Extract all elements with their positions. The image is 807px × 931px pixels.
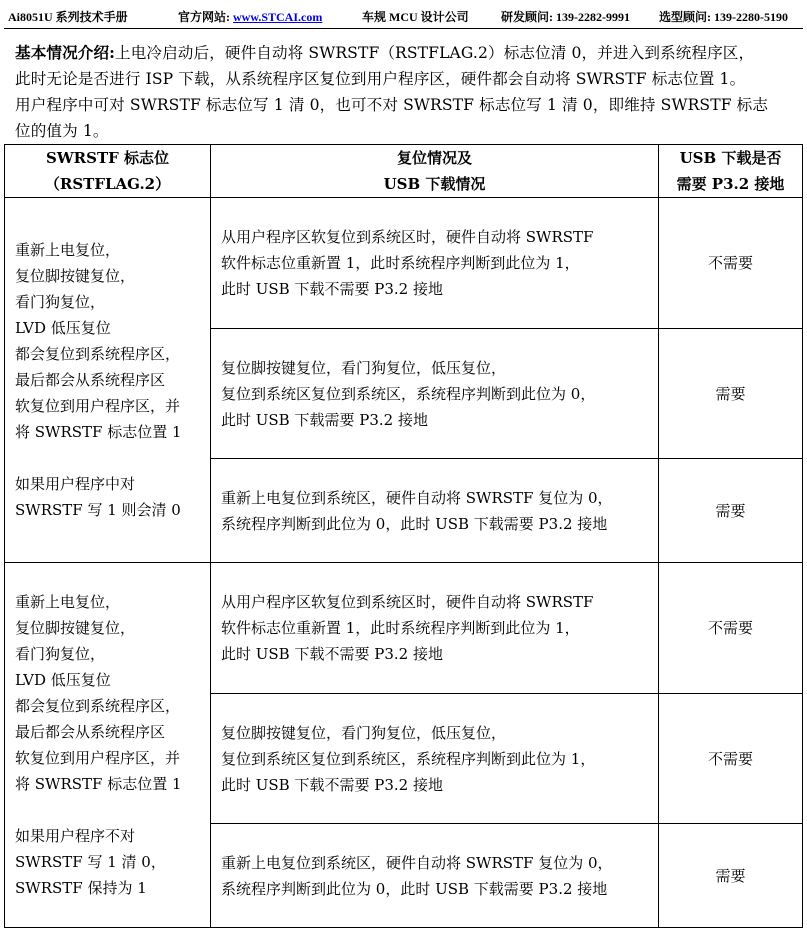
p32-ground-requirement: 不需要 [659,694,803,824]
header-swrstf-flag: SWRSTF 标志位 （RSTFLAG.2） [5,145,211,198]
table-row [5,563,803,694]
spacer [15,445,210,471]
company-tagline: 车规 MCU 设计公司 [362,10,469,24]
table-header-row [5,145,803,198]
group-1-flag-description: 重新上电复位， 复位脚按键复位， 看门狗复位， LVD 低压复位 都会复位到系统程序区， 最后都会从系统程序区 软复位到用户程序区，并 将 SWRSTF 标志位置 1 如果用户程序中对 SWRSTF 写 1 则会清 0 [5,198,211,563]
intro-line-3: 用户程序中可对 SWRSTF 标志位写 1 清 0，也可不对 SWRSTF 标志位写 1 清 0，即维持 SWRSTF 标志 [15,96,769,114]
intro-line-4: 位的值为 1。 [15,122,109,140]
p32-ground-requirement: 不需要 [659,563,803,694]
rd-consultant: 研发顾问: 139-2282-9991 [501,10,630,24]
selection-consultant: 选型顾问: 139-2280-5190 [659,10,788,24]
p32-ground-requirement: 需要 [659,824,803,928]
official-site [178,8,322,25]
intro-label: 基本情况介绍: [15,43,116,62]
site-label: 官方网站: [178,10,230,24]
header-usb-need-p32: USB 下载是否 需要 P3.2 接地 [659,145,803,198]
header-reset-situation: 复位情况及 USB 下载情况 [211,145,659,198]
intro-line-1: 基本情况介绍:上电冷启动后，硬件自动将 SWRSTF（RSTFLAG.2）标志位清 0，并进入到系统程序区， [15,43,755,62]
reset-description: 复位脚按键复位，看门狗复位，低压复位， 复位到系统区复位到系统区，系统程序判断到此位为 0， 此时 USB 下载需要 P3.2 接地 [211,329,659,459]
table-row [5,198,803,329]
p32-ground-requirement: 不需要 [659,198,803,329]
spacer [15,797,210,823]
reset-description: 重新上电复位到系统区，硬件自动将 SWRSTF 复位为 0， 系统程序判断到此位为 0，此时 USB 下载需要 P3.2 接地 [211,459,659,563]
intro-line-2: 此时无论是否进行 ISP 下载，从系统程序区复位到用户程序区，硬件都会自动将 SWRSTF 标志位置 1。 [15,70,746,88]
header-divider [4,28,803,29]
manual-title: Ai8051U 系列技术手册 [8,10,128,24]
reset-description: 重新上电复位到系统区，硬件自动将 SWRSTF 复位为 0， 系统程序判断到此位为 0，此时 USB 下载需要 P3.2 接地 [211,824,659,928]
reset-description: 从用户程序区软复位到系统区时，硬件自动将 SWRSTF 软件标志位重新置 1，此时系统程序判断到此位为 1， 此时 USB 下载不需要 P3.2 接地 [211,563,659,694]
page-header [0,0,807,32]
reset-description: 复位脚按键复位，看门狗复位，低压复位， 复位到系统区复位到系统区，系统程序判断到此位为 1， 此时 USB 下载不需要 P3.2 接地 [211,694,659,824]
p32-ground-requirement: 需要 [659,329,803,459]
group-2-flag-description: 重新上电复位， 复位脚按键复位， 看门狗复位， LVD 低压复位 都会复位到系统程序区， 最后都会从系统程序区 软复位到用户程序区，并 将 SWRSTF 标志位置 1 如果用户程序不对 SWRSTF 写 1 清 0， SWRSTF 保持为 1 [5,563,211,928]
site-link[interactable]: www.STCAI.com [233,10,323,24]
reset-description: 从用户程序区软复位到系统区时，硬件自动将 SWRSTF 软件标志位重新置 1，此时系统程序判断到此位为 1， 此时 USB 下载不需要 P3.2 接地 [211,198,659,329]
intro-paragraph [15,40,805,144]
p32-ground-requirement: 需要 [659,459,803,563]
swrstf-table [4,144,803,928]
